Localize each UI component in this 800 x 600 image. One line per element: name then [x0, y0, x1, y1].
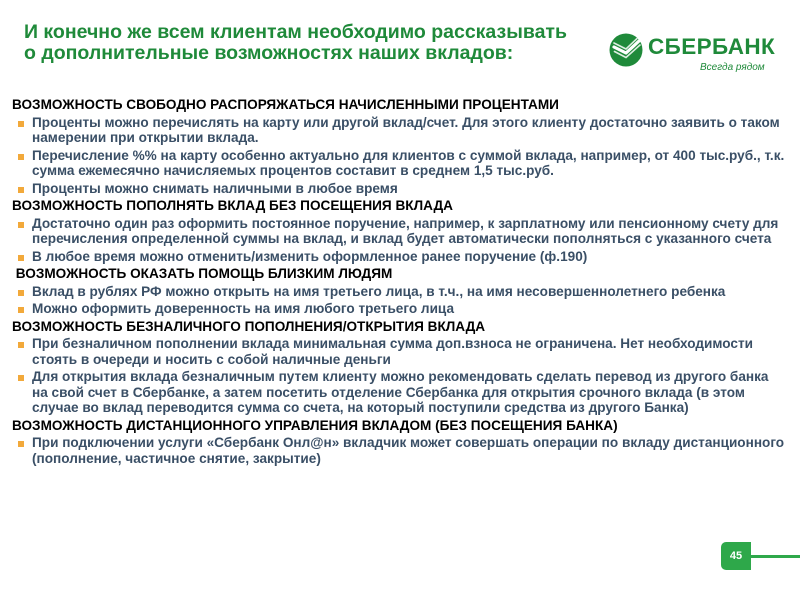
- bullet-icon: [18, 307, 24, 313]
- section-heading: ВОЗМОЖНОСТЬ ДИСТАНЦИОННОГО УПРАВЛЕНИЯ ВКЛАДОМ (БЕЗ ПОСЕЩЕНИЯ БАНКА): [12, 417, 618, 433]
- slide-content: [12, 97, 787, 468]
- list-item-text: Можно оформить доверенность на имя любого третьего лица: [32, 301, 455, 316]
- section-heading: ВОЗМОЖНОСТЬ БЕЗНАЛИЧНОГО ПОПОЛНЕНИЯ/ОТКРЫТИЯ ВКЛАДА: [12, 318, 486, 334]
- list-item-text: Достаточно один раз оформить постоянное поручение, например, к зарплатному или пенсионному счету для перечисления определенной суммы на вклад, и вклад будет автоматически пополняться с указанного счета: [32, 215, 779, 246]
- logo-tagline: Всегда рядом: [700, 62, 765, 73]
- bullet-icon: [18, 121, 24, 127]
- list-item: [12, 181, 787, 197]
- list-item: [12, 369, 787, 416]
- bullet-icon: [18, 154, 24, 160]
- list-item: [12, 249, 787, 265]
- bullet-icon: [18, 222, 24, 228]
- sberbank-logo-icon: [608, 32, 644, 68]
- slide-title: И конечно же всем клиентам необходимо рассказывать о дополнительные возможностях наших вкладов:: [24, 21, 567, 64]
- bullet-icon: [18, 342, 24, 348]
- list-item: [12, 336, 787, 367]
- section-heading: ВОЗМОЖНОСТЬ СВОБОДНО РАСПОРЯЖАТЬСЯ НАЧИСЛЕННЫМИ ПРОЦЕНТАМИ: [12, 97, 559, 112]
- list-item: [12, 148, 787, 179]
- list-item-text: Перечисление %% на карту особенно актуально для клиентов с суммой вклада, например, от 400 тыс.руб., т.к. сумма ежемесячно начисляемых процентов составит в среднем 1,5 тыс.руб.: [32, 147, 785, 178]
- bullet-icon: [18, 441, 24, 447]
- list-item-text: При безналичном пополнении вклада минимальная сумма доп.взноса не ограничена. Нет необходимости стоять в очереди и носить с собой наличные деньги: [32, 336, 753, 367]
- bullet-icon: [18, 187, 24, 193]
- list-item-text: Вклад в рублях РФ можно открыть на имя третьего лица, в т.ч., на имя несовершеннолетнего ребенка: [32, 283, 726, 299]
- list-item: [12, 284, 787, 300]
- bullet-icon: [18, 255, 24, 261]
- list-item: [12, 216, 787, 247]
- list-item-text: Проценты можно снимать наличными в любое время: [32, 180, 398, 196]
- section-heading: ВОЗМОЖНОСТЬ ОКАЗАТЬ ПОМОЩЬ БЛИЗКИМ ЛЮДЯМ: [12, 266, 393, 281]
- list-item-text: Для открытия вклада безналичным путем клиенту можно рекомендовать сделать перевод из другого банка на свой счет в Сбербанке, а затем посетить отделение Сбербанка для открытия срочного вклада (в этом случае во вклад переводится сумма со счета, на который поступили средства из другого Банка): [32, 369, 769, 415]
- list-item-text: Проценты можно перечислять на карту или другой вклад/счет. Для этого клиенту достаточно заявить о таком намерении при открытии вклада.: [32, 114, 780, 145]
- page-badge-line: [751, 555, 800, 558]
- sberbank-logo: [608, 32, 778, 77]
- list-item-text: В любое время можно отменить/изменить оформленное ранее поручение (ф.190): [32, 248, 588, 264]
- list-item-text: При подключении услуги «Сбербанк Онл@н» вкладчик может совершать операции по вкладу дистанционного (пополнение, частичное снятие, закрытие): [32, 435, 785, 466]
- list-item: [12, 435, 787, 466]
- logo-wordmark: СБЕРБАНК: [648, 34, 776, 59]
- list-item: [12, 301, 787, 317]
- page-number-badge: 45: [721, 542, 751, 570]
- list-item: [12, 115, 787, 146]
- section-heading: ВОЗМОЖНОСТЬ ПОПОЛНЯТЬ ВКЛАД БЕЗ ПОСЕЩЕНИЯ ВКЛАДА: [12, 198, 453, 213]
- bullet-icon: [18, 375, 24, 381]
- bullet-icon: [18, 290, 24, 296]
